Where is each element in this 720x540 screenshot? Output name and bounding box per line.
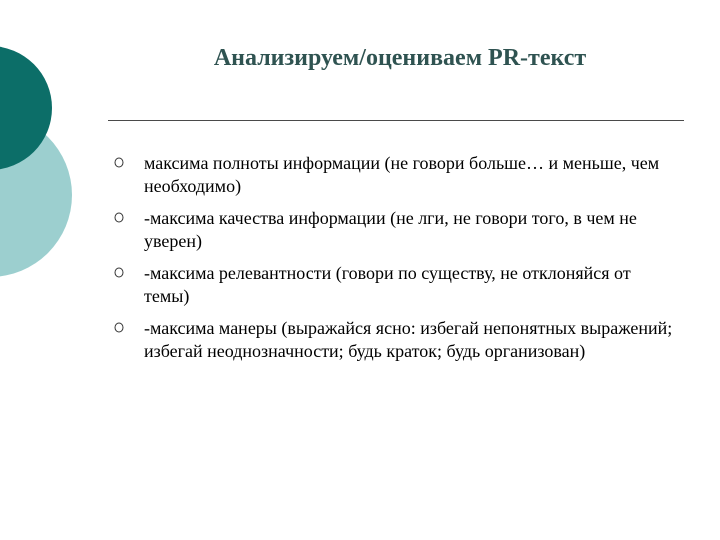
bullet-text: -максима манеры (выражайся ясно: избегай непонятных выражений; избегай неоднозначности; будь краток; будь организован) [144,318,673,361]
bullet-text: -максима релевантности (говори по существу, не отклоняйся от темы) [144,263,631,306]
slide-title: Анализируем/оцениваем PR-текст [213,45,587,71]
bullet-text: -максима качества информации (не лги, не говори того, в чем не уверен) [144,208,637,251]
bullet-text: максима полноты информации (не говори больше… и меньше, чем необходимо) [144,153,660,196]
hollow-circle-bullet-icon [114,267,124,278]
list-item [114,317,674,363]
list-item [114,262,674,308]
title-divider [108,120,684,121]
hollow-circle-bullet-icon [114,157,124,168]
hollow-circle-bullet-icon [114,212,124,223]
list-item [114,152,674,198]
hollow-circle-bullet-icon [114,322,124,333]
list-item [114,207,674,253]
decorative-circles [0,0,120,300]
bullet-list [114,152,674,372]
